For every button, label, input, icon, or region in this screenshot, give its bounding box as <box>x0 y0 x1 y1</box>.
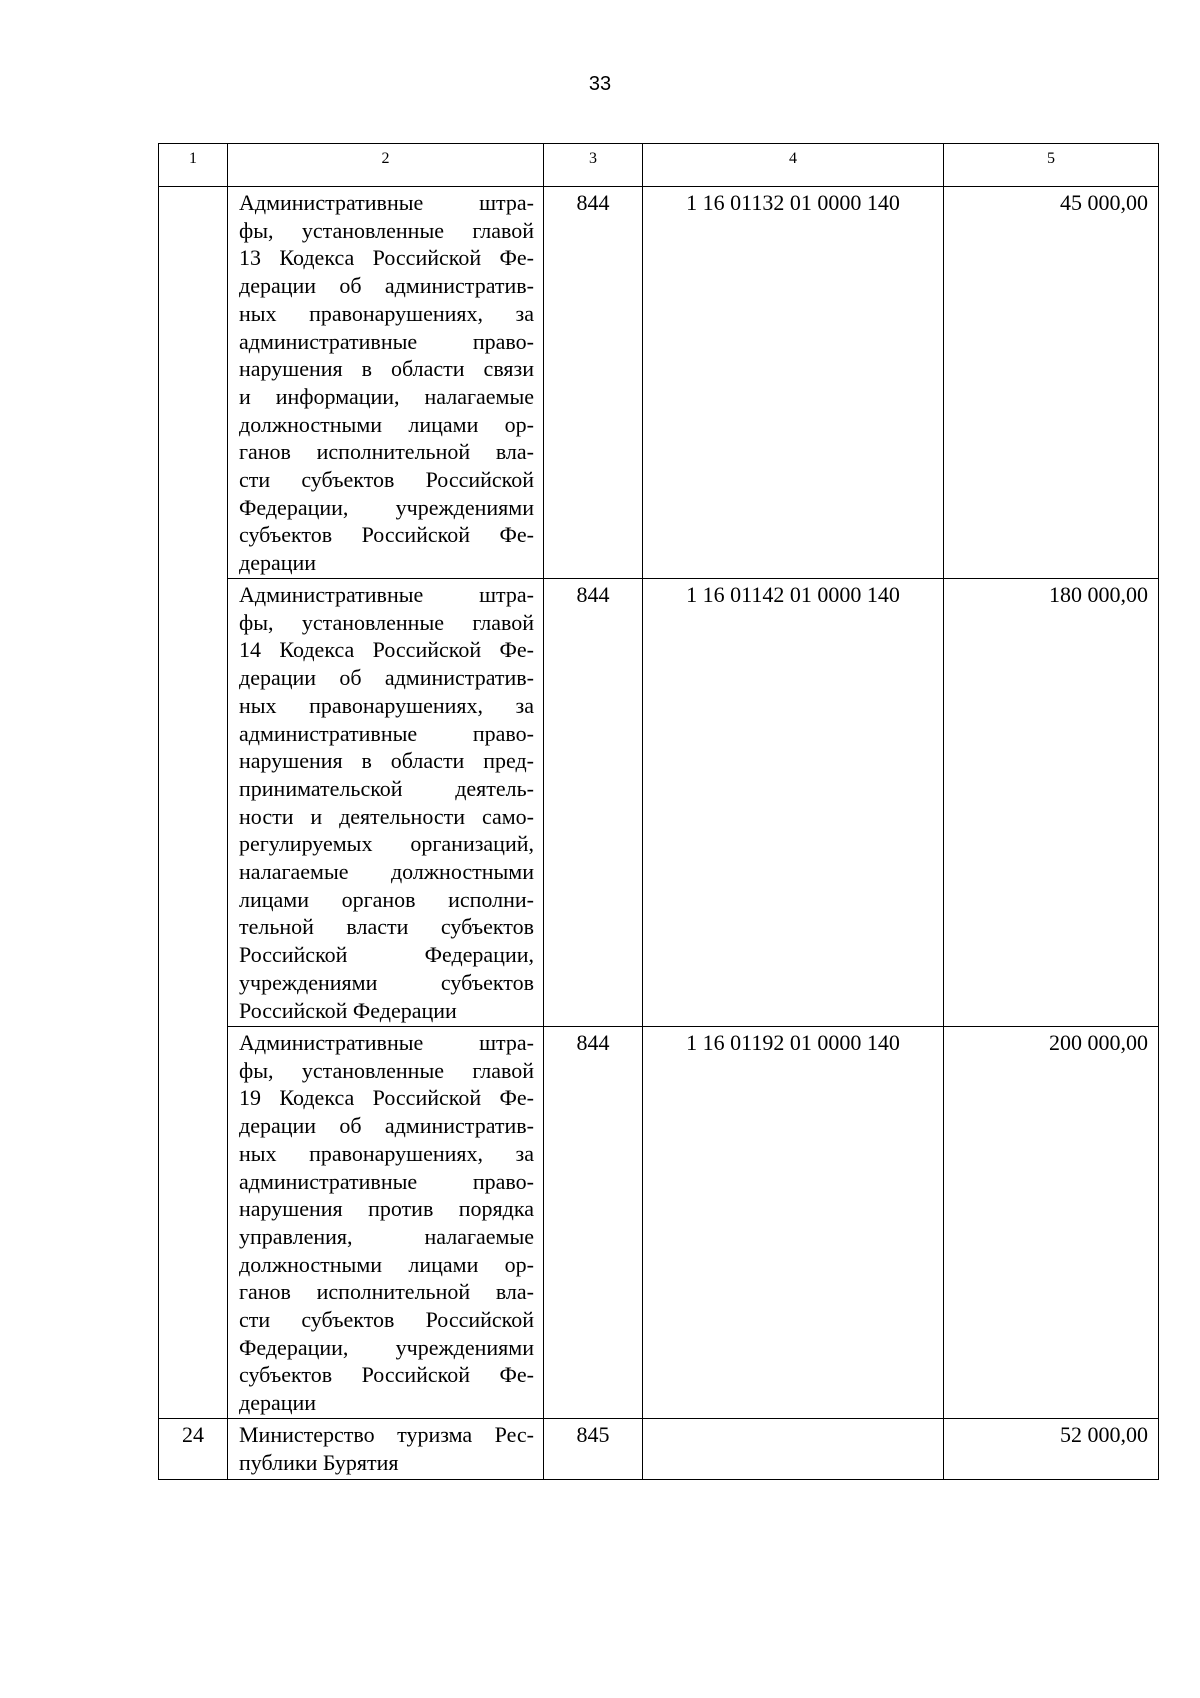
amount-cell: 200 000,00 <box>944 1027 1159 1419</box>
description-line: Административные штра- <box>239 1030 534 1055</box>
description-line: лицами органов исполни- <box>239 886 534 912</box>
admin-code-cell: 844 <box>544 1027 643 1419</box>
row-number-cell <box>159 1027 228 1419</box>
description-line: нарушения в области связи <box>239 356 534 382</box>
admin-code-cell: 845 <box>544 1419 643 1480</box>
description-cell <box>228 1027 544 1419</box>
budget-code-cell <box>643 1419 944 1480</box>
amount-cell: 52 000,00 <box>944 1419 1159 1480</box>
description-line: ности и деятельности само- <box>239 803 534 829</box>
budget-code-cell: 1 16 01192 01 0000 140 <box>643 1027 944 1419</box>
column-header-1: 1 <box>159 144 228 187</box>
description-line: тельной власти субъектов <box>239 914 534 940</box>
description-line: фы, установленные главой <box>239 1057 534 1083</box>
description-line: 19 Кодекса Российской Фе- <box>239 1085 534 1111</box>
column-header-2: 2 <box>228 144 544 187</box>
admin-code-cell: 844 <box>544 187 643 579</box>
description-line: административные право- <box>239 328 534 354</box>
description-line: Российской Федерации <box>239 997 457 1023</box>
description-line: дерации об административ- <box>239 1113 534 1139</box>
description-line: дерации об административ- <box>239 273 534 299</box>
description-line: Административные штра- <box>239 190 534 215</box>
description-line: ных правонарушениях, за <box>239 300 534 326</box>
row-number-cell <box>159 579 228 1027</box>
description-line: Российской Федерации, <box>239 942 534 968</box>
description-line: управления, налагаемые <box>239 1223 534 1249</box>
description-line: и информации, налагаемые <box>239 383 534 409</box>
description-line: должностными лицами ор- <box>239 1251 534 1277</box>
description-line: сти субъектов Российской <box>239 467 534 493</box>
description-line: должностными лицами ор- <box>239 411 534 437</box>
table-row <box>159 187 1159 579</box>
description-line: сти субъектов Российской <box>239 1307 534 1333</box>
description-line: ных правонарушениях, за <box>239 1140 534 1166</box>
description-line: регулируемых организаций, <box>239 831 534 857</box>
table-row <box>159 1419 1159 1480</box>
amount-cell: 45 000,00 <box>944 187 1159 579</box>
column-header-4: 4 <box>643 144 944 187</box>
description-line: публики Бурятия <box>239 1449 399 1475</box>
description-line: налагаемые должностными <box>239 859 534 885</box>
description-line: нарушения против порядка <box>239 1196 534 1222</box>
row-number-cell: 24 <box>159 1419 228 1480</box>
description-line: фы, установленные главой <box>239 217 534 243</box>
amount-cell: 180 000,00 <box>944 579 1159 1027</box>
description-line: Федерации, учреждениями <box>239 1334 534 1360</box>
description-line: субъектов Российской Фе- <box>239 522 534 548</box>
description-line: субъектов Российской Фе- <box>239 1362 534 1388</box>
table-row <box>159 1027 1159 1419</box>
description-line: дерации <box>239 550 317 576</box>
table-row <box>159 579 1159 1027</box>
budget-code-cell: 1 16 01142 01 0000 140 <box>643 579 944 1027</box>
description-line: 14 Кодекса Российской Фе- <box>239 637 534 663</box>
description-line: административные право- <box>239 1168 534 1194</box>
table-header-row <box>159 144 1159 187</box>
description-line: 13 Кодекса Российской Фе- <box>239 245 534 271</box>
description-line: фы, установленные главой <box>239 609 534 635</box>
description-line: ганов исполнительной вла- <box>239 439 534 465</box>
budget-code-cell: 1 16 01132 01 0000 140 <box>643 187 944 579</box>
description-line: дерации об административ- <box>239 665 534 691</box>
description-line: Министерство туризма Рес- <box>239 1422 534 1447</box>
description-line: ганов исполнительной вла- <box>239 1279 534 1305</box>
description-line: Административные штра- <box>239 582 534 607</box>
admin-code-cell: 844 <box>544 579 643 1027</box>
description-cell <box>228 1419 544 1480</box>
budget-table <box>158 143 1159 1480</box>
page-number: 33 <box>588 73 612 95</box>
description-line: Федерации, учреждениями <box>239 494 534 520</box>
row-number-cell <box>159 187 228 579</box>
description-line: принимательской деятель- <box>239 775 534 801</box>
description-line: нарушения в области пред- <box>239 748 534 774</box>
description-line: дерации <box>239 1390 317 1416</box>
description-line: учреждениями субъектов <box>239 969 534 995</box>
description-line: ных правонарушениях, за <box>239 692 534 718</box>
column-header-5: 5 <box>944 144 1159 187</box>
description-cell <box>228 187 544 579</box>
description-cell <box>228 579 544 1027</box>
description-line: административные право- <box>239 720 534 746</box>
column-header-3: 3 <box>544 144 643 187</box>
